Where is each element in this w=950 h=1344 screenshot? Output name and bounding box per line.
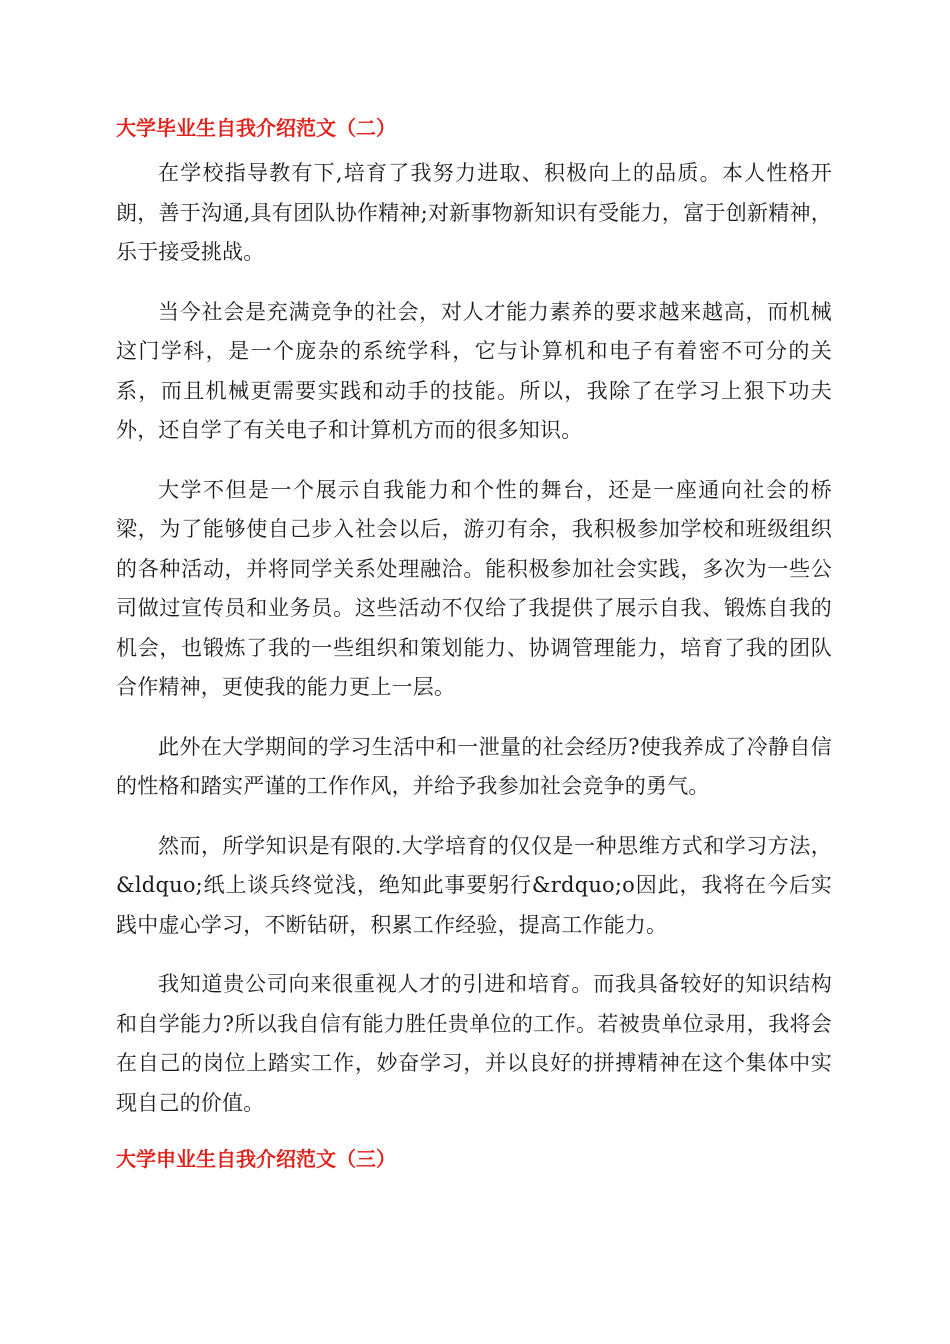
section-heading-three: 大学申业生自我介绍范文（三） bbox=[116, 1147, 396, 1171]
paragraph-1: 在学校指导教有下,培育了我努力进取、积极向上的品质。本人性格开朗，善于沟通,具有团队协作精神;对新事物新知识有受能力，富于创新精神，乐于接受挑战。 bbox=[116, 161, 832, 264]
paragraph-2: 当今社会是充满竞争的社会，对人才能力素养的要求越来越高，而机械这门学科，是一个庞杂的系统学科，它与讣算机和电子有着密不可分的关系，而且机械更需要实践和动手的技能。所以，我除了在学习上狠下功夫外，还自学了有关电子和计算机方而的很多知识。 bbox=[116, 299, 832, 442]
section-heading-two: 大学毕业生自我介绍范文（二） bbox=[116, 116, 396, 140]
paragraph-4: 此外在大学期间的学习生活中和一泄量的社会经历?使我养成了冷静自信的性格和踏实严谨的工作作风，并给予我参加社会竞争的勇气。 bbox=[116, 734, 832, 798]
paragraph-3: 大学不但是一个展示自我能力和个性的舞台，还是一座通向社会的桥梁，为了能够使自己步入社会以后，游刃有余，我积极参加学校和班级组织的各种活动，并将同学关系处理融洽。能积极参加社会实践，多次为一些公司做过宣传员和业务员。这些活动不仅给了我提供了展示自我、锻炼自我的机会，也锻炼了我的一些组织和策划能力、协调管理能力，培育了我的团队合作精神，更使我的能力更上一层。 bbox=[116, 477, 832, 699]
paragraph-5: 然而，所学知识是有限的.大学培育的仅仅是一种思维方式和学习方法，&ldquo;纸上谈兵终觉浅，绝知此事要躬行&rdquo;o因此，我将在今后实践中虚心学习，不断钻研，积累工作经验，提高工作能力。 bbox=[116, 833, 832, 937]
paragraph-6: 我知道贵公司向来很重视人才的引进和培育。而我具备较好的知识结构和自学能力?所以我自信有能力胜任贵单位的工作。若被贵单位录用，我将会在自己的岗位上踏实工作，妙奋学习，并以良好的拼搏精神在这个集体中实现自己的价值。 bbox=[116, 972, 832, 1115]
